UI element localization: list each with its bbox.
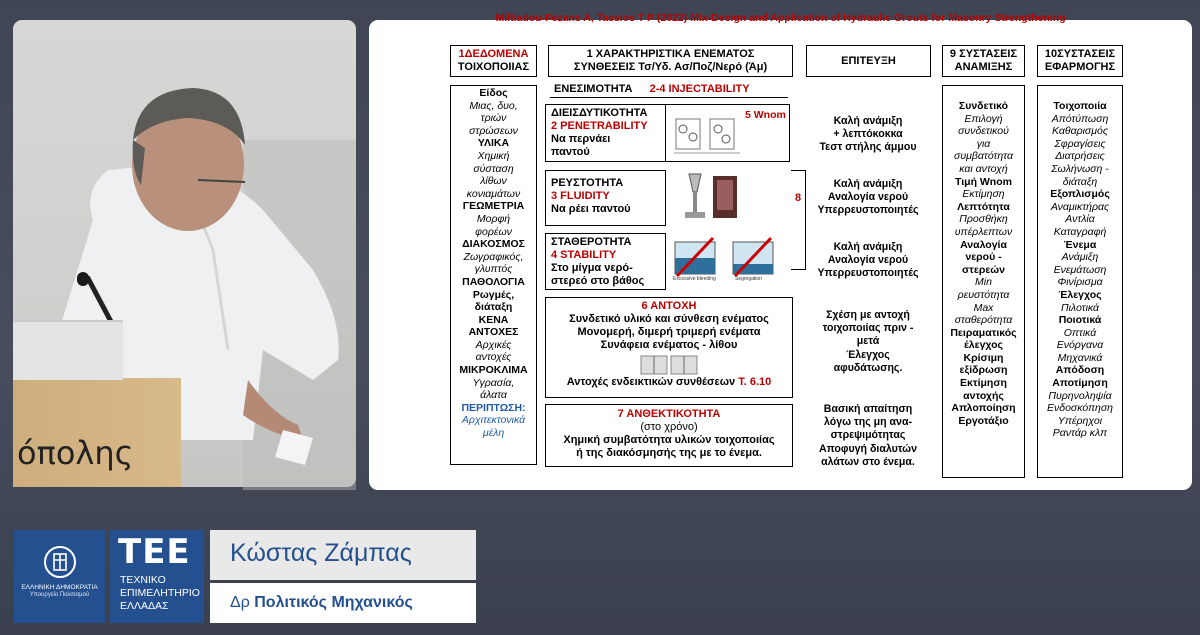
speaker-name-bar [210,530,476,580]
achieve-strength: Σχέση με αντοχή τοιχοποιίας πριν - μετά Έλεγχος αφυδάτωσης. [822,309,914,374]
column-item: Πιλοτικά [1060,301,1100,314]
fluidity-box: ΡΕΥΣΤΟΤΗΤΑ 3 FLUIDITY Να ρέει παντού [545,170,666,226]
column-item: Ενεμάτωση [1053,263,1107,276]
ministry-logo-block [14,530,105,623]
column-item: Αποτίμηση [1052,377,1108,390]
column-item: Σωλήνωση - [1051,162,1109,175]
column-item: Φινίρισμα [1057,276,1103,289]
strength-reference: Αντοχές ενδεικτικών συνθέσεων Τ. 6.10 [566,376,772,388]
column-item: ΑΝΤΟΧΕΣ [468,326,519,339]
column-item: διάταξη [474,301,513,314]
column-item: φορέων [475,225,512,238]
column-item: Υπέρηχοι [1057,414,1103,427]
column-item: Εκτίμηση [962,188,1005,201]
column-item: Ρωγμές, [472,288,515,301]
column-item: Εργοτάξιο [958,414,1009,427]
column-item: Αναλογία [960,238,1007,251]
slide-top-title: Miltiadou-Fezans A, Tassios T P (2022) Mix-Design and Application of Hydraulic Grouts for Masonry Strengthening [495,12,1066,24]
column-item: ρευστότητα [957,288,1010,301]
column-item: Καταγραφή [1053,225,1107,238]
header-mixing: 9 ΣΥΣΤΑΣΕΙΣ ΑΝΑΜΙΞΗΣ [942,45,1025,77]
column-item: Ραντάρ κλπ [1052,427,1108,440]
column-item: Απόδοση [1055,364,1105,377]
column-item: συνδετικού [958,125,1009,138]
tee-logo: ΤΕΕ [118,532,191,572]
column-item: Προσθήκη [959,213,1008,226]
column-item: έλεγχος [964,339,1003,352]
column-item: στερεών [961,263,1006,276]
column-item: Max [973,301,994,314]
header-grout: 1 ΧΑΡΑΚΤΗΡΙΣΤΙΚΑ ΕΝΕΜΑΤΟΣ ΣΥΝΘΕΣΕΙΣ Τσ/Υδ. Ασ/Ποζ/Νερό (Άμ) [548,45,793,77]
presentation-slide [369,12,1192,490]
mixing-recommendations-column [942,85,1025,478]
achieve-penetrability: Καλή ανάμιξη + λεπτόκοκκα Τεστ στήλης άμμου [819,115,917,154]
column-item: Πυρηνοληψία [1048,389,1112,402]
column-item: σύσταση [473,162,514,175]
fluidity-apparatus-image [681,172,741,222]
column-item: γλυπτός [474,263,513,276]
column-item: υπέρλεπτων [954,225,1013,238]
achieve-durability: Βασική απαίτηση λόγω της μη ανα- στρεψιμότητας Αποφυγή διαλυτών αλάτων στο ένεμα. [818,403,918,468]
column-item: Αναμικτήρας [1050,200,1110,213]
column-item: Εξοπλισμός [1050,188,1110,201]
column-item: Ποιοτικά [1058,314,1102,327]
column-item: ΓΕΩΜΕΤΡΙΑ [462,200,525,213]
column-item: Ζωγραφικός, [463,250,524,263]
achieve-stability: Καλή ανάμιξη Αναλογία νερού Υπερρευστοποιητές [817,241,919,280]
speaker-title-bar [210,583,476,623]
column-item: ΚΕΝΑ [478,313,509,326]
column-item: Ένεμα [1063,238,1097,251]
column-item: ΠΑΘΟΛΟΓΙΑ [462,275,525,288]
wnom-label: 5 Wnom [745,109,786,121]
stability-caption-1: Excessive bleeding [673,276,716,282]
column-item: κονιαμάτων [466,187,521,200]
column-item: Απότύπωση [1051,112,1109,125]
column-item: ΥΛΙΚΑ [477,137,510,150]
column-item: Αντλία [1065,213,1095,226]
achieve-fluidity: Καλή ανάμιξη Αναλογία νερού Υπερρευστοποιητές [817,178,919,217]
column-item: Μιας, δυο, [469,99,518,112]
column-item: Είδος [479,87,508,99]
header-achievement: ΕΠΙΤΕΥΞΗ [806,45,931,77]
column-item: στρώσεων [469,124,518,137]
column-item: άλατα [480,389,507,402]
durability-box: 7 ΑΝΘΕΚΤΙΚΟΤΗΤΑ (στο χρόνο) Χημική συμβατότητα υλικών τοιχοποιίας ή της διακόσμησής της με το ένεμα. [545,404,793,467]
column-item: αντοχής [963,389,1004,402]
stability-caption-2: Segregation [735,276,762,282]
column-item: Υγρασία, [472,376,515,389]
injectability-label: ΕΝΕΣΙΜΟΤΗΤΑ 2-4 INJECTABILITY [550,83,788,98]
penetrability-box: ΔΙΕΙΣΔΥΤΙΚΟΤΗΤΑ 2 PENETRABILITY Να περνάει παντού [545,104,666,162]
column-item: Ενόργανα [1056,339,1104,352]
column-item: διάταξη [1062,175,1098,188]
column-item: Αρχικές [475,338,512,351]
stability-box: ΣΤΑΘΕΡΟΤΗΤΑ 4 STABILITY Στο μίγμα νερό- στερεό στο βάθος [545,233,666,290]
column-item: ΔΙΑΚΟΣΜΟΣ [462,238,525,251]
column-item: αντοχές [475,351,512,364]
column-item: σταθερότητα [954,314,1013,327]
column-item: Μορφή [476,212,511,225]
column-item: Έλεγχος [1058,288,1102,301]
speaker-name: Κώστας Ζάμπας [230,539,412,567]
column-item: συμβατότητα [954,150,1013,163]
header-application: 10ΣΥΣΤΑΣΕΙΣ ΕΦΑΡΜΟΓΗΣ [1037,45,1123,77]
column-item: Απλοποίηση [951,402,1016,415]
tee-line-3: ΕΛΛΑΔΑΣ [120,600,169,612]
strength-box: 6 ΑΝΤΟΧΗ Συνδετικό υλικό και σύνθεση ενέματος Μονομερή, διμερή τριμερή ενέματα Συνάφεια ενέματος - λίθου Αντοχές ενδεικτικών συνθέσεων Τ. 6.10 [545,297,793,398]
column-item: Τιμή Wnom [955,175,1012,188]
penetrability-diagram [674,117,744,157]
column-item: Ανάμιξη [1061,251,1099,264]
column-item: Min [975,276,992,289]
column-item: Σφραγίσεις [1054,137,1106,150]
tee-line-2: ΕΠΙΜΕΛΗΤΗΡΙΟ [120,587,200,599]
column-item: Επιλογή [964,112,1003,125]
stability-beakers-image [673,236,793,276]
tee-line-1: ΤΕΧΝΙΚΟ [120,574,166,586]
column-item: και αντοχή [959,162,1008,175]
column-item: Καθαρισμός [1052,125,1108,138]
column-item: ΜΙΚΡΟΚΛΙΜΑ [459,364,528,377]
column-item: Τοιχοποιία [1053,100,1107,112]
masonry-data-column [450,85,537,465]
monitor [13,320,123,380]
column-item: Οπτικά [1063,326,1097,339]
mic-head [77,272,89,286]
application-recommendations-column [1037,85,1123,478]
column-item: Χημική [477,149,510,162]
masonry-case-line: Αρχιτεκτονικά [461,414,526,427]
column-item: Πειραματικός [950,326,1017,339]
column-item: τριών [480,112,507,125]
speaker-video [13,20,356,487]
column-item: Συνδετικό [958,100,1009,112]
tee-logo-block [110,530,204,623]
column-item: Διατρήσεις [1055,150,1105,163]
column-item: Λεπτότητα [957,200,1010,213]
speaker-title: Δρ Πολιτικός Μηχανικός [230,594,413,611]
column-item: λίθων [480,175,507,188]
strength-test-image [639,354,699,376]
stability-images [673,236,793,286]
column-item: Εκτίμηση [960,377,1007,390]
header-masonry: 1ΔΕΔΟΜΕΝΑ ΤΟΙΧΟΠΟΙΙΑΣ [450,45,537,77]
ministry-line-1: ΕΛΛΗΝΙΚΗ ΔΗΜΟΚΡΑΤΙΑ [21,584,98,591]
greek-emblem-icon [43,545,77,579]
column-item: Ενδοσκόπηση [1046,402,1113,415]
column-item: για [976,137,991,150]
column-item: Κρίσιμη [963,351,1004,364]
bracket-8-label: 8 [795,192,802,204]
masonry-case-line: μέλη [482,427,505,440]
column-item: νερού - [965,251,1002,264]
ministry-line-2: Υπουργείο Πολιτισμού [29,592,90,598]
column-item: εξίδρωση [959,364,1008,377]
masonry-case-label: ΠΕΡΙΠΤΩΣΗ: [461,401,526,414]
sign-text: όπολης [17,434,134,472]
column-item: Μηχανικά [1057,351,1103,364]
